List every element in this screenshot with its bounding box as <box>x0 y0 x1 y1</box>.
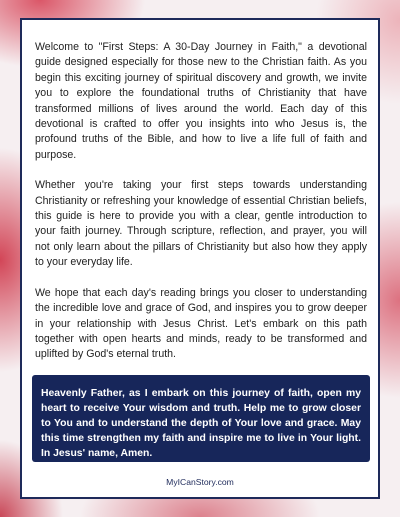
paragraph-hope: We hope that each day's reading brings you closer to understanding the incredible love and grace of God, and inspires you to grow deeper in your relationship with Jesus Christ. Let's embark on this path together with open hearts and minds, ready to be transformed and uplifted by God's eternal truth. <box>35 286 367 361</box>
intro-text <box>35 40 367 378</box>
paragraph-guide: Whether you're taking your first steps towards understanding Christianity or refreshing your knowledge of essential Christian beliefs, this guide is here to provide you with a clear, gentle introduction to your faith journey. Through scripture, reflection, and prayer, you will not only learn about the pillars of Christianity but also how they apply to your everyday life. <box>35 179 367 269</box>
prayer-text: Heavenly Father, as I embark on this journey of faith, open my heart to receive Your wisdom and truth. Help me to grow closer to You and to understand the depth of Your love and grace. May this time strengthen my faith and inspire me to live in Your light. In Jesus' name, Amen. <box>41 388 361 459</box>
document-page <box>20 18 380 499</box>
prayer-box <box>32 375 370 462</box>
paragraph-welcome: Welcome to "First Steps: A 30-Day Journey in Faith," a devotional guide designed especially for those new to the Christian faith. As you begin this exciting journey of spiritual discovery and growth, we invite you to explore the foundational truths of Christianity that have transformed millions of lives around the world. Each day of this devotional is crafted to offer you insights into who Jesus is, the profound truths of the Bible, and how to live a life full of faith and purpose. <box>35 41 367 161</box>
footer-website: MyICanStory.com <box>166 477 234 487</box>
